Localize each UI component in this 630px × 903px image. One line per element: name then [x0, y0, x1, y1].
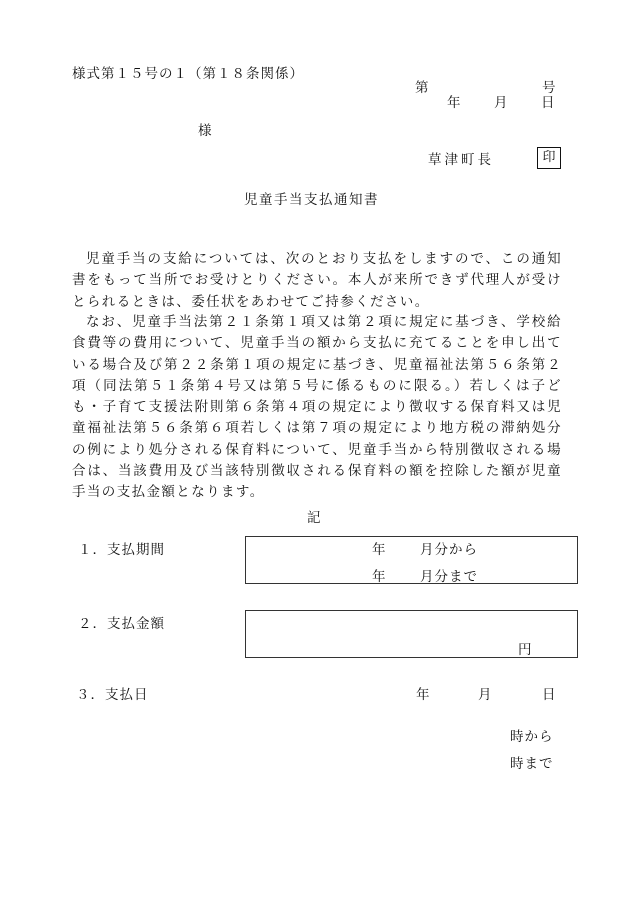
period-from-month: 月分から: [420, 542, 478, 558]
header-day: 日: [541, 95, 556, 111]
paragraph-2: なお、児童手当法第２１条第１項又は第２項に規定に基づき、学校給食費等の費用について、児童手当の額から支払に充てることを申し出ている場合及び第２２条第１項の規定に基づき、児童福祉法第５６条第２項（同法第５１条第４号又は第５号に係るものに限る。）若しくは子ども・子育て支援法附則第６条第４項の規定により徴収する保育料又は児童福祉法第５６条第６項若しくは第７項の規定により地方税の滞納処分の例により処分される保育料について、児童手当から特別徴収される場合は、当該費用及び当該特別徴収される保育料の額を控除した額が児童手当の支払金額となります。: [72, 314, 562, 501]
time-to: 時まで: [510, 756, 554, 772]
date-label: ３．支払日: [76, 687, 149, 703]
amount-box: [245, 610, 578, 658]
reference-dai: 第: [415, 80, 430, 96]
addressee-suffix: 様: [198, 123, 213, 139]
date-year: 年: [416, 687, 431, 703]
paragraph-1: 児童手当の支給については、次のとおり支払をしますので、この通知書をもって当所でお受けとりください。本人が来所できず代理人が受けとられるときは、委任状をあわせてご持参ください。: [72, 251, 562, 310]
period-box: [245, 536, 578, 584]
date-day: 日: [542, 687, 557, 703]
form-number: 様式第１５号の１（第１８条関係）: [72, 66, 304, 82]
document-title: 児童手当支払通知書: [244, 192, 379, 208]
amount-label: ２．支払金額: [78, 616, 165, 632]
seal-box: 印: [537, 147, 561, 169]
date-month: 月: [478, 687, 493, 703]
period-to-month: 月分まで: [420, 569, 478, 585]
issuer-name: 草津町長: [428, 152, 494, 168]
period-label: １．支払期間: [78, 542, 165, 558]
period-from-year: 年: [372, 542, 387, 558]
amount-yen: 円: [518, 642, 533, 658]
header-month: 月: [494, 95, 509, 111]
period-to-year: 年: [372, 569, 387, 585]
reference-go: 号: [542, 80, 557, 96]
ki-heading: 記: [307, 510, 322, 526]
header-year: 年: [447, 95, 462, 111]
time-from: 時から: [510, 729, 554, 745]
